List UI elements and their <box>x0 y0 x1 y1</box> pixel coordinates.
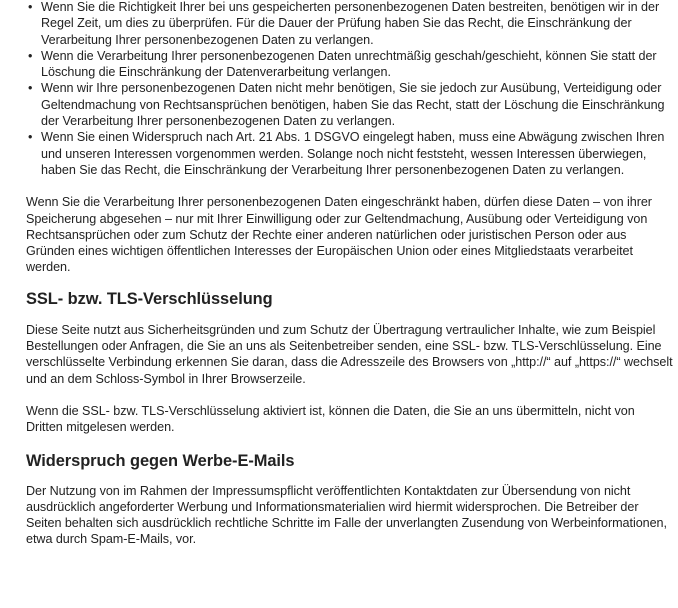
list-item <box>26 0 674 48</box>
list-item <box>26 129 674 178</box>
ssl-paragraph-2: Wenn die SSL- bzw. TLS-Verschlüsselung aktiviert ist, können die Daten, die Sie an uns übermitteln, nicht von Dritten mitgelesen werden. <box>26 403 635 435</box>
email-objection-heading: Widerspruch gegen Werbe-E-Mails <box>26 451 295 470</box>
list-item-text: Wenn wir Ihre personenbezogenen Daten nicht mehr benötigen, Sie sie jedoch zur Ausübung, Verteidigung oder Geltendmachung von Rechtsansprüchen benötigen, haben Sie das Recht, statt der Löschung die Einschränkung der Verarbeitung Ihrer personenbezogenen Daten zu verlangen. <box>41 81 665 129</box>
list-item <box>26 80 674 129</box>
bullet-icon: • <box>28 48 33 63</box>
ssl-paragraph-1: Diese Seite nutzt aus Sicherheitsgründen und zum Schutz der Übertragung vertraulicher Inhalte, wie zum Beispiel Bestellungen oder Anfragen, die Sie an uns als Seitenbetreiber senden, eine SSL- bzw. TLS-Verschlüsselung. Eine verschlüsselte Verbindung erkennen Sie daran, dass die Adresszeile des Browsers von „http://“ auf „https://“ wechselt und an dem Schloss-Symbol in Ihrer Browserzeile. <box>26 322 673 386</box>
list-item-text: Wenn Sie einen Widerspruch nach Art. 21 Abs. 1 DSGVO eingelegt haben, muss eine Abwägung zwischen Ihren und unseren Interessen vorgenommen werden. Solange noch nicht feststeht, wessen Interessen überwiegen, haben Sie das Recht, die Einschränkung der Verarbeitung Ihrer personenbezogenen Daten zu verlangen. <box>41 130 665 177</box>
restriction-cases-list <box>26 0 674 178</box>
privacy-policy-content <box>26 0 674 548</box>
restriction-paragraph: Wenn Sie die Verarbeitung Ihrer personenbezogenen Daten eingeschränkt haben, dürfen diese Daten – von ihrer Speicherung abgesehen – nur mit Ihrer Einwilligung oder zur Geltendmachung, Ausübung oder Verteidigung von Rechtsansprüchen oder zum Schutz der Rechte einer anderen natürlichen oder juristischen Person oder aus Gründen eines wichtigen öffentlichen Interesses der Europäischen Union oder eines Mitgliedstaats verarbeitet werden. <box>26 195 652 275</box>
list-item-text: Wenn die Verarbeitung Ihrer personenbezogenen Daten unrechtmäßig geschah/geschieht, können Sie statt der Löschung die Einschränkung der Datenverarbeitung verlangen. <box>41 48 657 80</box>
bullet-icon: • <box>28 130 33 145</box>
ssl-section-heading: SSL- bzw. TLS-Verschlüsselung <box>26 289 273 308</box>
bullet-icon: • <box>28 81 33 96</box>
list-item-text: Wenn Sie die Richtigkeit Ihrer bei uns gespeicherten personenbezogenen Daten bestreiten, benötigen wir in der Regel Zeit, um dies zu überprüfen. Für die Dauer der Prüfung haben Sie das Recht, die Einschränkung der Verarbeitung Ihrer personenbezogenen Daten zu verlangen. <box>41 0 660 47</box>
email-objection-paragraph: Der Nutzung von im Rahmen der Impressumspflicht veröffentlichten Kontaktdaten zur Übersendung von nicht ausdrücklich angeforderter Werbung und Informationsmaterialien wird hiermit widersprochen. Die Betreiber der Seiten behalten sich ausdrücklich rechtliche Schritte im Falle der unverlangten Zusendung von Werbeinformationen, etwa durch Spam-E-Mails, vor. <box>26 483 667 547</box>
list-item <box>26 48 674 81</box>
bullet-icon: • <box>28 0 33 14</box>
